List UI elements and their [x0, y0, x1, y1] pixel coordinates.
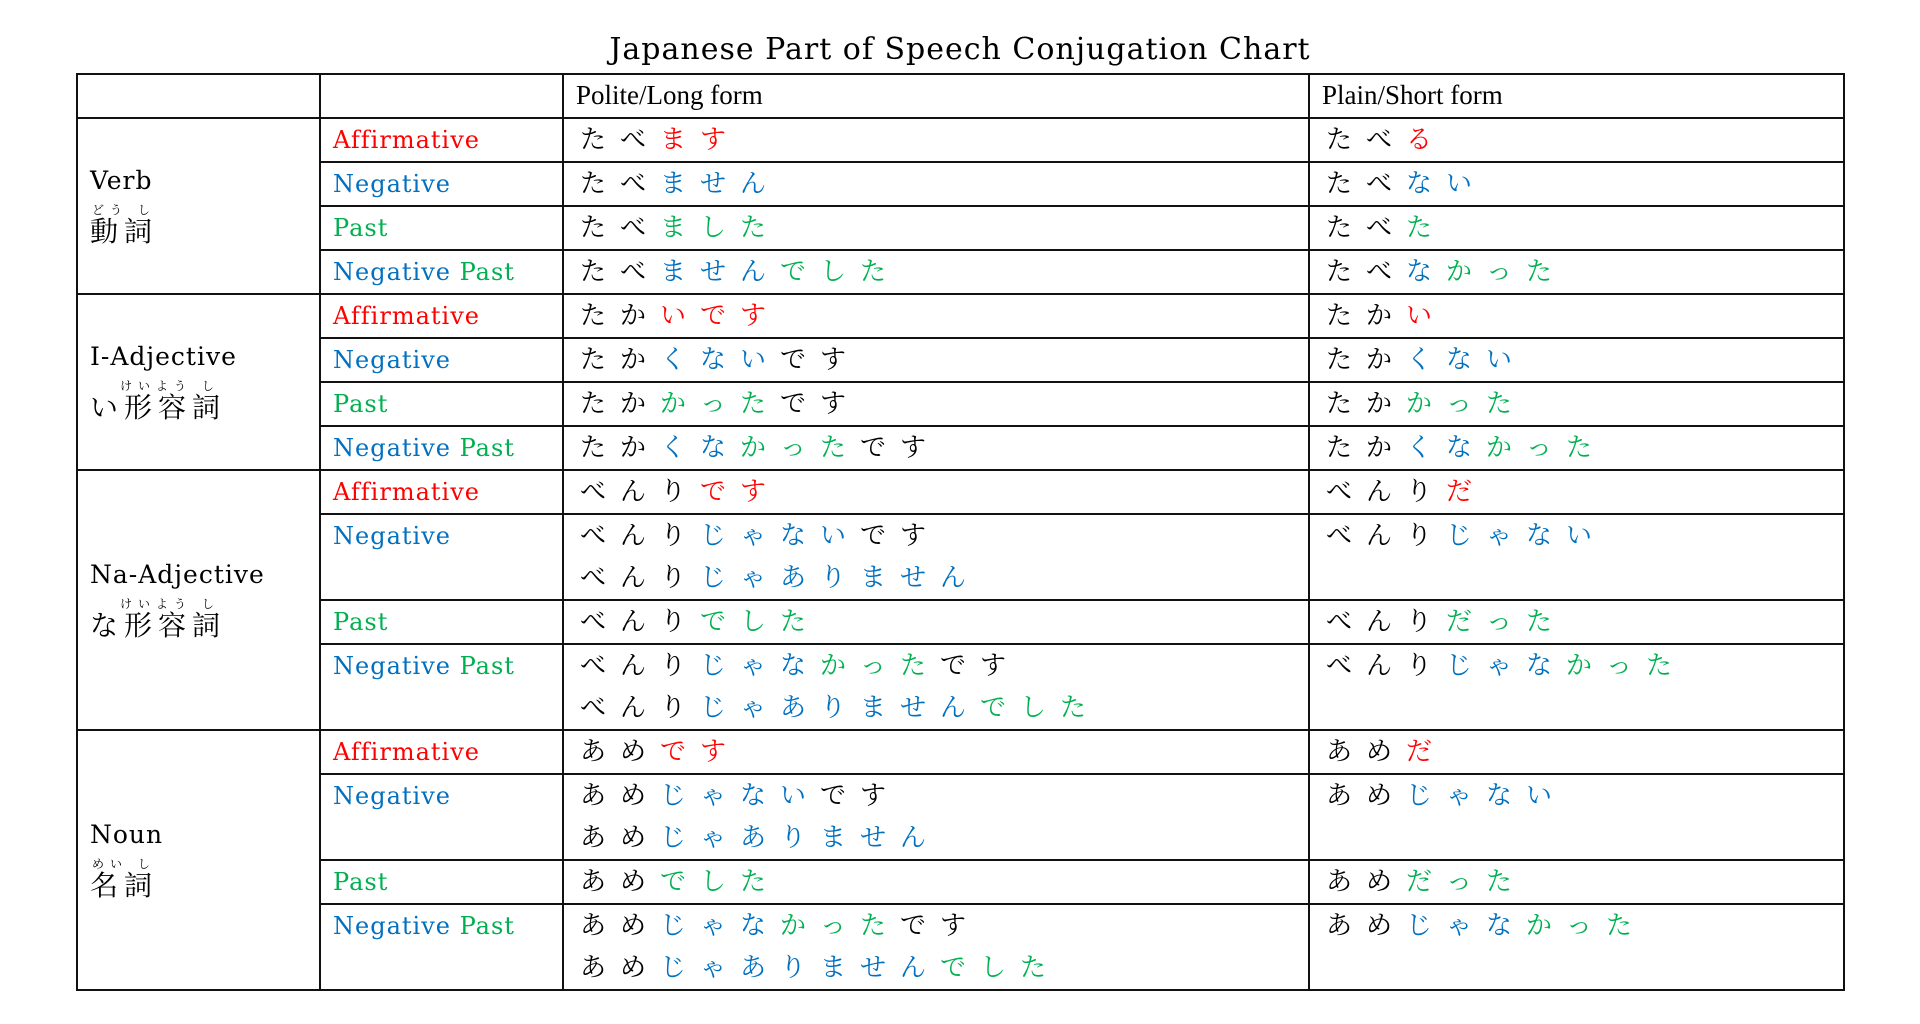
plain-form-cell: [1309, 730, 1844, 774]
polite-form-cell: [563, 600, 1309, 644]
form-segment: です: [700, 477, 781, 507]
form-line: [1326, 339, 1843, 381]
pos-english: Noun: [90, 820, 164, 849]
table-row: [77, 426, 1844, 470]
table-row: [77, 470, 1844, 514]
conjugation-label: [320, 644, 563, 730]
form-segment: かった: [740, 433, 861, 463]
conjugation-label: [320, 514, 563, 600]
form-segment: べんり: [1326, 521, 1447, 551]
plain-form-cell: [1309, 470, 1844, 514]
form-segment: だった: [1446, 607, 1567, 637]
form-segment: です: [900, 911, 981, 941]
pos-furigana: けいよう し: [120, 597, 220, 611]
form-segment: かった: [1566, 651, 1687, 681]
form-segment: いです: [660, 301, 781, 331]
label-word: Negative: [333, 170, 451, 198]
form-segment: です: [820, 781, 901, 811]
polite-form-cell: [563, 338, 1309, 382]
form-line: [1326, 905, 1843, 947]
table-row: [77, 860, 1844, 904]
table-body: [77, 118, 1844, 990]
form-line: [580, 339, 1308, 381]
table-row: [77, 250, 1844, 294]
label-word: Past: [450, 434, 515, 462]
label-word: Past: [450, 258, 515, 286]
polite-form-cell: [563, 162, 1309, 206]
form-segment: じゃありません: [660, 823, 941, 853]
plain-form-cell: [1309, 600, 1844, 644]
label-word: Past: [333, 390, 389, 418]
form-segment: じゃありません: [700, 563, 981, 593]
form-line: [580, 427, 1308, 469]
table-row: [77, 206, 1844, 250]
form-segment: る: [1406, 125, 1447, 155]
label-word: Negative: [333, 434, 451, 462]
plain-form-cell: [1309, 426, 1844, 470]
form-segment: たべ: [1326, 213, 1407, 243]
form-segment: だ: [1446, 477, 1487, 507]
polite-form-cell: [563, 774, 1309, 860]
form-line: [1326, 731, 1843, 773]
form-segment: かった: [780, 911, 901, 941]
plain-form-cell: [1309, 250, 1844, 294]
form-segment: あめ: [1326, 781, 1407, 811]
form-line: [580, 947, 1308, 989]
polite-form-cell: [563, 118, 1309, 162]
form-line: [580, 557, 1308, 599]
conjugation-label: [320, 118, 563, 162]
form-segment: たか: [1326, 389, 1407, 419]
plain-form-cell: [1309, 338, 1844, 382]
form-segment: じゃない: [1446, 521, 1607, 551]
form-line: [580, 471, 1308, 513]
form-line: [580, 645, 1308, 687]
form-line: [1326, 207, 1843, 249]
form-segment: でした: [780, 257, 901, 287]
part-of-speech-cell: [77, 470, 320, 730]
form-line: [1326, 295, 1843, 337]
form-segment: ません: [660, 169, 781, 199]
form-segment: だった: [1406, 867, 1527, 897]
form-line: [580, 515, 1308, 557]
form-segment: でした: [660, 867, 781, 897]
form-segment: じゃない: [700, 521, 861, 551]
conjugation-label: [320, 426, 563, 470]
form-segment: べんり: [580, 477, 701, 507]
polite-form-cell: [563, 904, 1309, 990]
form-segment: ました: [660, 213, 781, 243]
form-line: [1326, 163, 1843, 205]
label-word: Past: [450, 652, 515, 680]
form-line: [580, 687, 1308, 729]
form-segment: でした: [940, 953, 1061, 983]
pos-english: I-Adjective: [90, 342, 237, 371]
conjugation-label: [320, 294, 563, 338]
plain-form-cell: [1309, 644, 1844, 730]
conjugation-label: [320, 206, 563, 250]
form-segment: あめ: [580, 823, 661, 853]
conjugation-label: [320, 382, 563, 426]
form-line: [580, 861, 1308, 903]
label-word: Past: [450, 912, 515, 940]
form-line: [580, 383, 1308, 425]
plain-form-cell: [1309, 206, 1844, 250]
form-line: [580, 731, 1308, 773]
label-word: Affirmative: [333, 738, 480, 766]
polite-form-cell: [563, 644, 1309, 730]
pos-english: Verb: [90, 166, 153, 195]
table-row: [77, 118, 1844, 162]
form-line: [580, 905, 1308, 947]
form-segment: じゃありません: [660, 953, 941, 983]
polite-form-cell: [563, 206, 1309, 250]
pos-kanji: な形容詞: [90, 609, 227, 642]
conjugation-table: [76, 73, 1845, 991]
form-line: [1326, 427, 1843, 469]
label-word: Negative: [333, 258, 451, 286]
form-line: [1326, 471, 1843, 513]
form-segment: じゃな: [1446, 651, 1567, 681]
table-row: [77, 774, 1844, 860]
polite-form-cell: [563, 730, 1309, 774]
form-segment: です: [860, 433, 941, 463]
label-word: Negative: [333, 522, 451, 550]
form-segment: たか: [580, 301, 661, 331]
plain-form-cell: [1309, 294, 1844, 338]
form-line: [1326, 515, 1843, 557]
header-label: [320, 74, 563, 118]
form-line: [1326, 861, 1843, 903]
form-segment: あめ: [580, 953, 661, 983]
form-segment: じゃない: [1406, 781, 1567, 811]
form-segment: べんり: [1326, 477, 1447, 507]
polite-form-cell: [563, 294, 1309, 338]
form-segment: ます: [660, 125, 741, 155]
form-segment: たべ: [580, 257, 661, 287]
header-row: [77, 74, 1844, 118]
form-segment: な: [1406, 257, 1447, 287]
label-word: Past: [333, 608, 389, 636]
conjugation-label: [320, 162, 563, 206]
form-segment: じゃな: [700, 651, 821, 681]
chart-title: Japanese Part of Speech Conjugation Chart: [609, 32, 1311, 67]
form-segment: たか: [580, 345, 661, 375]
plain-form-cell: [1309, 118, 1844, 162]
form-line: [580, 775, 1308, 817]
form-segment: たべ: [580, 213, 661, 243]
form-segment: かった: [1406, 389, 1527, 419]
polite-form-cell: [563, 382, 1309, 426]
form-segment: べんり: [580, 693, 701, 723]
form-line: [1326, 775, 1843, 817]
form-segment: たか: [1326, 301, 1407, 331]
form-segment: じゃありません: [700, 693, 981, 723]
plain-form-cell: [1309, 774, 1844, 860]
table-row: [77, 644, 1844, 730]
form-line: [1326, 383, 1843, 425]
form-segment: ません: [660, 257, 781, 287]
form-segment: あめ: [580, 737, 661, 767]
form-segment: ない: [1406, 169, 1487, 199]
form-segment: かった: [820, 651, 941, 681]
form-segment: くない: [660, 345, 781, 375]
form-segment: でした: [980, 693, 1101, 723]
pos-kanji: い形容詞: [90, 391, 227, 424]
label-word: Negative: [333, 652, 451, 680]
conjugation-label: [320, 250, 563, 294]
form-segment: たべ: [580, 125, 661, 155]
form-segment: だ: [1406, 737, 1447, 767]
conjugation-label: [320, 904, 563, 990]
conjugation-label: [320, 730, 563, 774]
form-segment: あめ: [1326, 737, 1407, 767]
polite-form-cell: [563, 514, 1309, 600]
table-row: [77, 514, 1844, 600]
form-segment: です: [780, 345, 861, 375]
label-word: Affirmative: [333, 126, 480, 154]
form-segment: べんり: [580, 607, 701, 637]
form-line: [580, 207, 1308, 249]
form-segment: たべ: [1326, 125, 1407, 155]
label-word: Past: [333, 214, 389, 242]
form-segment: たか: [580, 433, 661, 463]
label-word: Past: [333, 868, 389, 896]
form-segment: です: [860, 521, 941, 551]
part-of-speech-cell: [77, 294, 320, 470]
form-line: [1326, 251, 1843, 293]
form-segment: です: [940, 651, 1021, 681]
header-plain-form: Plain/Short form: [1309, 74, 1844, 118]
form-line: [580, 817, 1308, 859]
form-segment: い: [1406, 301, 1447, 331]
pos-kanji: 動詞: [90, 215, 159, 248]
pos-furigana: どう し: [92, 203, 156, 217]
form-segment: じゃな: [1406, 911, 1527, 941]
pos-kanji: 名詞: [90, 869, 159, 902]
form-segment: くな: [1406, 433, 1487, 463]
form-line: [1326, 645, 1843, 687]
form-segment: あめ: [1326, 911, 1407, 941]
plain-form-cell: [1309, 514, 1844, 600]
table-row: [77, 382, 1844, 426]
pos-furigana: めい し: [92, 857, 156, 871]
conjugation-label: [320, 470, 563, 514]
part-of-speech-cell: [77, 730, 320, 990]
form-segment: くな: [660, 433, 741, 463]
form-segment: たか: [1326, 345, 1407, 375]
form-segment: あめ: [580, 781, 661, 811]
table-row: [77, 904, 1844, 990]
polite-form-cell: [563, 426, 1309, 470]
label-word: Affirmative: [333, 302, 480, 330]
form-segment: あめ: [580, 867, 661, 897]
form-line: [1326, 119, 1843, 161]
label-word: Negative: [333, 346, 451, 374]
plain-form-cell: [1309, 860, 1844, 904]
form-segment: べんり: [1326, 651, 1447, 681]
form-segment: たべ: [1326, 169, 1407, 199]
form-segment: べんり: [580, 563, 701, 593]
polite-form-cell: [563, 250, 1309, 294]
form-segment: くない: [1406, 345, 1527, 375]
form-line: [580, 163, 1308, 205]
pos-furigana: けいよう し: [120, 379, 220, 393]
table-row: [77, 294, 1844, 338]
pos-english: Na-Adjective: [90, 560, 265, 589]
form-segment: べんり: [1326, 607, 1447, 637]
form-segment: かった: [1486, 433, 1607, 463]
form-segment: かった: [1526, 911, 1647, 941]
form-line: [580, 295, 1308, 337]
table-row: [77, 338, 1844, 382]
form-segment: です: [780, 389, 861, 419]
part-of-speech-cell: [77, 118, 320, 294]
conjugation-label: [320, 774, 563, 860]
plain-form-cell: [1309, 904, 1844, 990]
table-row: [77, 600, 1844, 644]
label-word: Negative: [333, 912, 451, 940]
header-polite-form: Polite/Long form: [563, 74, 1309, 118]
form-segment: べんり: [580, 521, 701, 551]
table-row: [77, 162, 1844, 206]
form-segment: かった: [660, 389, 781, 419]
polite-form-cell: [563, 470, 1309, 514]
plain-form-cell: [1309, 162, 1844, 206]
plain-form-cell: [1309, 382, 1844, 426]
polite-form-cell: [563, 860, 1309, 904]
form-segment: かった: [1446, 257, 1567, 287]
form-segment: じゃな: [660, 911, 781, 941]
form-segment: たべ: [1326, 257, 1407, 287]
form-line: [580, 601, 1308, 643]
form-segment: です: [660, 737, 741, 767]
form-line: [1326, 601, 1843, 643]
form-segment: べんり: [580, 651, 701, 681]
form-segment: じゃない: [660, 781, 821, 811]
label-word: Affirmative: [333, 478, 480, 506]
form-segment: でした: [700, 607, 821, 637]
conjugation-label: [320, 338, 563, 382]
table-row: [77, 730, 1844, 774]
conjugation-label: [320, 860, 563, 904]
header-pos: [77, 74, 320, 118]
label-word: Negative: [333, 782, 451, 810]
form-line: [580, 251, 1308, 293]
form-segment: た: [1406, 213, 1447, 243]
conjugation-label: [320, 600, 563, 644]
form-segment: あめ: [1326, 867, 1407, 897]
form-segment: たべ: [580, 169, 661, 199]
form-segment: たか: [1326, 433, 1407, 463]
form-segment: あめ: [580, 911, 661, 941]
form-line: [580, 119, 1308, 161]
form-segment: たか: [580, 389, 661, 419]
